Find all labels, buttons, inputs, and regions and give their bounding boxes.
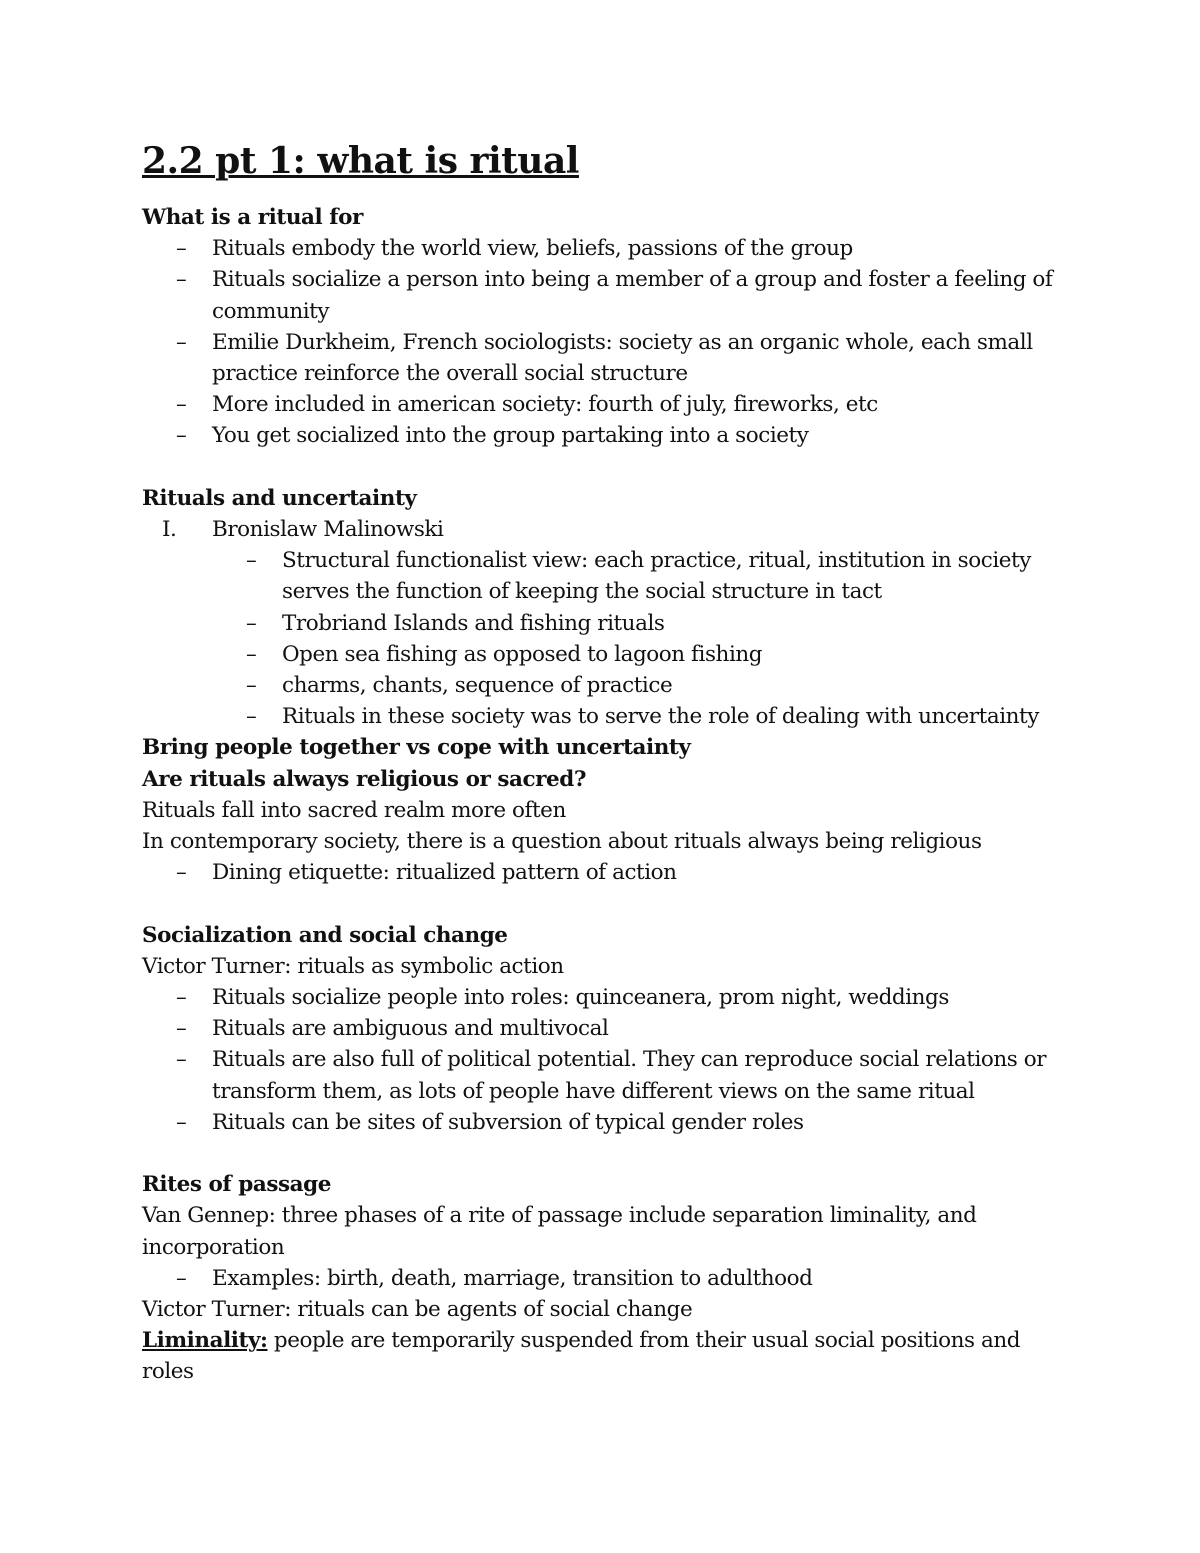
dash-marker: – [246, 641, 257, 667]
list-item-text: practice reinforce the overall social structure [212, 361, 688, 387]
list-item [142, 701, 1072, 732]
socialization-list [142, 982, 1072, 1138]
section-heading-rites-of-passage: Rites of passage [142, 1172, 331, 1198]
ritual-purpose-list [142, 233, 1072, 451]
list-item [142, 545, 1072, 607]
page-title: 2.2 pt 1: what is ritual [142, 140, 579, 182]
dash-marker: – [176, 329, 187, 355]
list-item-text: serves the function of keeping the social structure in tact [282, 579, 882, 605]
list-item-text: Rituals socialize a person into being a member of a group and foster a feeling of [212, 267, 1053, 293]
dash-marker: – [246, 548, 257, 574]
list-item [142, 1013, 1072, 1044]
list-item [142, 857, 1072, 888]
list-item-text: More included in american society: fourth of july, fireworks, etc [212, 392, 878, 418]
spacer [142, 1138, 1072, 1169]
list-item-text: You get socialized into the group partaking into a society [212, 423, 809, 449]
list-item [142, 389, 1072, 420]
section-heading-uncertainty: Rituals and uncertainty [142, 485, 417, 511]
section-heading-ritual-purpose: What is a ritual for [142, 205, 363, 230]
list-item-text: Trobriand Islands and fishing rituals [282, 610, 665, 636]
malinowski-sublist [142, 545, 1072, 732]
dash-marker: – [176, 860, 187, 886]
dash-marker: – [176, 267, 187, 293]
dash-marker: – [246, 610, 257, 636]
roman-list-item [142, 514, 1072, 545]
liminality-term: Liminality: [142, 1328, 268, 1354]
list-item-text: Rituals in these society was to serve the role of dealing with uncertainty [282, 704, 1039, 730]
paragraph-van-gennep-line1: Van Gennep: three phases of a rite of passage include separation liminality, and [142, 1203, 977, 1229]
dash-marker: – [176, 985, 187, 1011]
list-item [142, 327, 1072, 389]
dash-marker: – [176, 1109, 187, 1135]
dash-marker: – [246, 704, 257, 730]
section-heading-socialization: Socialization and social change [142, 922, 508, 948]
list-item [142, 639, 1072, 670]
dash-marker: – [176, 392, 187, 418]
list-item [142, 233, 1072, 264]
list-item [142, 1107, 1072, 1138]
list-item-text: Rituals can be sites of subversion of typical gender roles [212, 1109, 804, 1135]
dash-marker: – [176, 236, 187, 262]
list-item-text: community [212, 298, 330, 324]
dash-marker: – [176, 1047, 187, 1073]
list-item [142, 982, 1072, 1013]
list-item-text: Rituals embody the world view, beliefs, passions of the group [212, 236, 853, 262]
dash-marker: – [246, 673, 257, 699]
paragraph-sacred-realm: Rituals fall into sacred realm more often [142, 797, 566, 823]
paragraph-van-gennep-line2: incorporation [142, 1234, 285, 1260]
list-item-text: Dining etiquette: ritualized pattern of action [212, 860, 677, 886]
list-item [142, 420, 1072, 451]
list-item [142, 1044, 1072, 1106]
list-item-text: Rituals are ambiguous and multivocal [212, 1016, 609, 1042]
bold-question-religious: Are rituals always religious or sacred? [142, 766, 587, 792]
roman-item-text: Bronislaw Malinowski [212, 517, 444, 543]
liminality-definition-line1 [142, 1325, 1072, 1356]
list-item [142, 1263, 1072, 1294]
list-item-text: Emilie Durkheim, French sociologists: society as an organic whole, each small [212, 329, 1033, 355]
bold-statement-together-vs-uncertainty: Bring people together vs cope with uncertainty [142, 735, 691, 761]
list-item-text: transform them, as lots of people have different views on the same ritual [212, 1078, 975, 1104]
list-item [142, 608, 1072, 639]
paragraph-turner-change: Victor Turner: rituals can be agents of social change [142, 1297, 693, 1323]
dash-marker: – [176, 423, 187, 449]
spacer [142, 888, 1072, 919]
list-item [142, 670, 1072, 701]
dash-marker: – [176, 1016, 187, 1042]
paragraph-contemporary: In contemporary society, there is a question about rituals always being religious [142, 829, 982, 855]
list-item-text: Structural functionalist view: each practice, ritual, institution in society [282, 548, 1031, 574]
document-page [142, 138, 1072, 1388]
list-item-text: charms, chants, sequence of practice [282, 673, 673, 699]
list-item-text: Rituals socialize people into roles: quinceanera, prom night, weddings [212, 985, 949, 1011]
list-item-text: Examples: birth, death, marriage, transition to adulthood [212, 1265, 813, 1291]
list-item-text: Open sea fishing as opposed to lagoon fishing [282, 641, 763, 667]
list-item-text: Rituals are also full of political potential. They can reproduce social relations or [212, 1047, 1047, 1073]
liminality-definition-line2: roles [142, 1359, 194, 1385]
roman-numeral-marker: I. [162, 517, 177, 543]
paragraph-turner-symbolic: Victor Turner: rituals as symbolic action [142, 953, 564, 979]
dash-marker: – [176, 1265, 187, 1291]
list-item [142, 264, 1072, 326]
liminality-definition-text: people are temporarily suspended from their usual social positions and [267, 1328, 1021, 1354]
spacer [142, 452, 1072, 483]
